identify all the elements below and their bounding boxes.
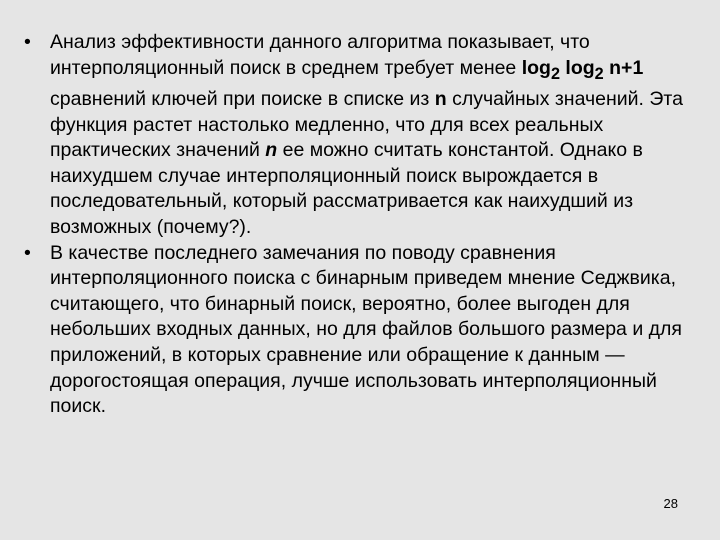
bullet-2-text: В качестве последнего замечания по поводу сравнения интерполяционного поиска с бинарным приведем мнение Седжвика, считающего, что бинарный поиск, вероятно, более выгоден для небольших входных данных, но для файлов большого размера и для приложений, в которых сравнение или обращение к данным — дорогостоящая операция, лучше использовать интерполяционный поиск. [50,241,682,418]
bullet-1-text: Анализ эффективности данного алгоритма показывает, что интерполяционный поиск в среднем требует менее $\log_2 \log_2 n+1$ сравнений ключей при поиске в списке из n случайных значений. Эта функция растет настолько медленно, что для всех реальных практических значений n ее можно считать константой. Однако в наихудшем случае интерполяционный поиск вырождается в последовательный, который рассматривается как наихудший из возможных (почему?). [50,31,683,239]
bullet-marker: • [24,241,31,264]
variable-n: n [434,88,447,111]
bullet-item-1 [24,30,704,241]
bullet-marker: • [24,31,31,53]
formula-log-log: $\log_2 \log_2 n+1$ [521,56,644,83]
bullet-list [24,30,704,420]
bullet-item-2 [24,241,704,420]
page-number: 28 [663,496,678,511]
variable-n-italic: n [265,139,278,162]
